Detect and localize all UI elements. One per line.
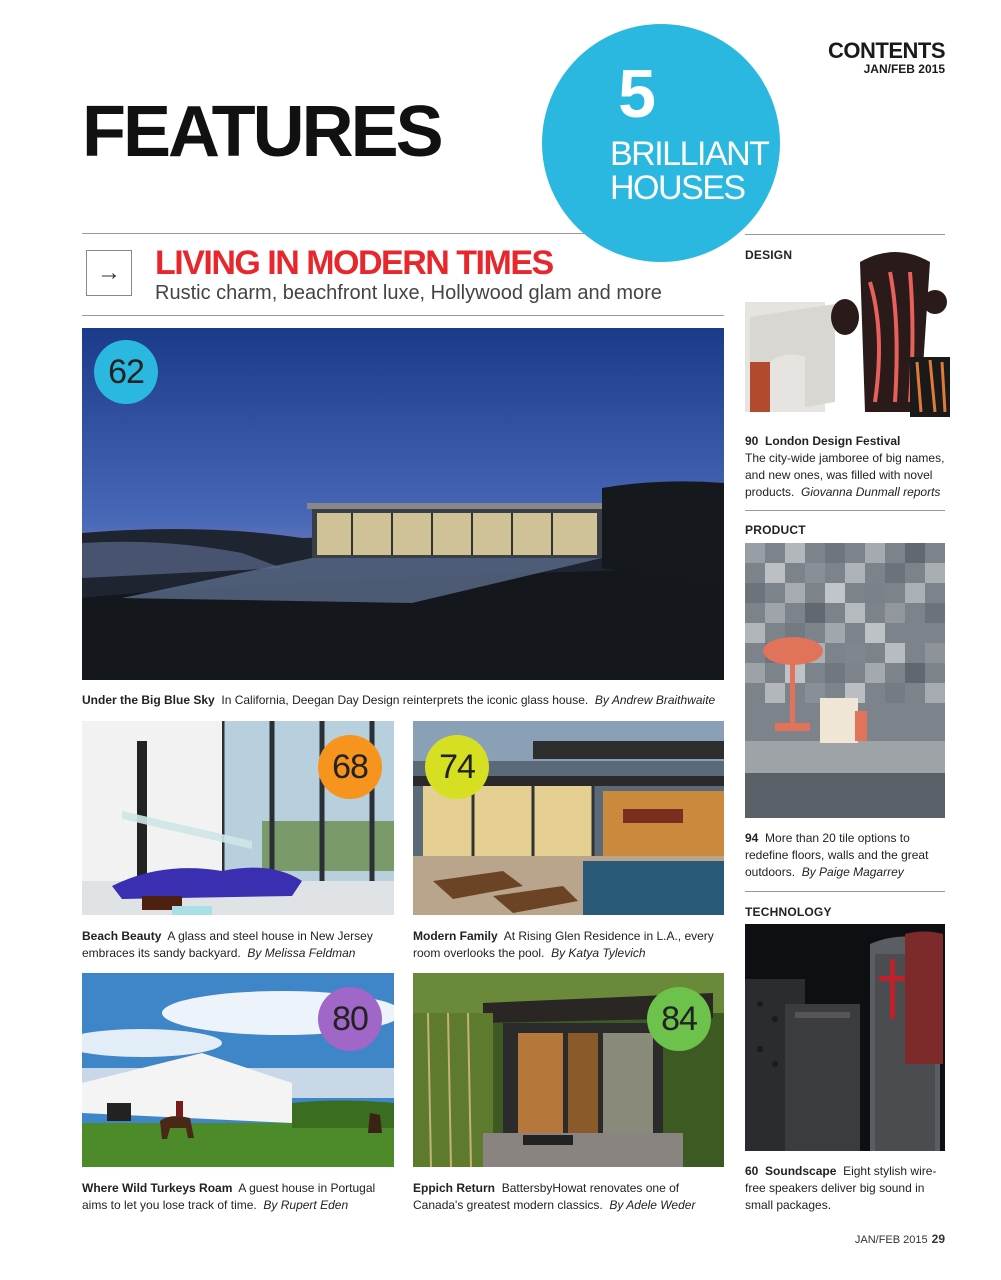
photo-glass-house[interactable] [82,328,724,680]
feature-byline: By Melissa Feldman [247,946,356,960]
page-footer [855,1232,945,1246]
divider [82,315,724,316]
sidebar-caption [745,830,950,881]
page-badge: 68 [318,735,382,799]
lead-title[interactable]: LIVING IN MODERN TIMES [155,244,553,282]
footer-issue: JAN/FEB 2015 [854,1234,928,1246]
sidebar-text: The city-wide jamboree of big names, and new ones, was filled with novel products. [745,451,945,499]
issue-date: JAN/FEB 2015 [863,62,945,76]
sidebar-page: 90 [745,434,759,448]
lead-subtitle: Rustic charm, beachfront luxe, Hollywood glam and more [155,282,662,304]
sidebar-page: 60 [745,1164,759,1178]
sidebar-page: 94 [745,831,759,845]
feature-title[interactable]: Modern Family [413,929,498,943]
feature-text: In California, Deegan Day Design reinterprets the iconic glass house. [221,693,589,707]
feature-caption [82,928,382,962]
divider [745,510,945,511]
promo-number: 5 [618,56,656,132]
photo-beach-house[interactable] [82,721,394,915]
sidebar-label-technology: TECHNOLOGY [745,905,832,919]
feature-caption [413,928,718,962]
feature-text: BattersbyHowat renovates one of Canada's greatest modern classics. [413,1181,680,1212]
sidebar-title[interactable]: London Design Festival [765,434,901,448]
sidebar-byline: By Paige Magarrey [801,865,904,879]
photo-tiles-image [745,543,945,818]
sidebar-text: More than 20 tile options to redefine floors, walls and the great outdoors. [745,831,929,879]
feature-byline: By Rupert Eden [263,1198,349,1212]
photo-design-products[interactable] [745,242,957,422]
arrow-right-icon[interactable]: → [86,250,132,296]
sidebar-text: Eight stylish wire-free speakers deliver big sound in small packages. [745,1164,937,1212]
sidebar-label-product: PRODUCT [745,523,806,537]
feature-byline: By Andrew Braithwaite [594,693,716,707]
photo-glass-house-image [82,328,724,680]
feature-title[interactable]: Under the Big Blue Sky [82,693,215,707]
sidebar-label-design: DESIGN [745,248,793,262]
sidebar-caption [745,1163,950,1214]
feature-text: At Rising Glen Residence in L.A., every room overlooks the pool. [413,929,714,960]
promo-line-2: HOUSES [610,169,745,207]
promo-line-1: BRILLIANT [610,135,769,173]
feature-text: A glass and steel house in New Jersey embraces its sandy backyard. [82,929,373,960]
sidebar-caption [745,433,950,501]
page-title: FEATURES [82,92,441,172]
page-badge: 80 [318,987,382,1051]
feature-byline: By Adele Weder [609,1198,696,1212]
feature-caption [82,692,742,709]
photo-speakers-image [745,924,945,1151]
feature-caption [413,1180,718,1214]
contents-label: CONTENTS [828,38,945,63]
photo-pool-house[interactable] [413,721,724,915]
feature-text: A guest house in Portugal aims to let you lose track of time. [82,1181,376,1212]
photo-design-products-image [745,242,957,422]
feature-caption [82,1180,382,1214]
feature-title[interactable]: Where Wild Turkeys Roam [82,1181,233,1195]
photo-tiles[interactable] [745,543,945,818]
page-badge: 74 [425,735,489,799]
promo-circle[interactable] [542,24,780,262]
page-badge: 62 [94,340,158,404]
feature-byline: By Katya Tylevich [551,946,646,960]
page-number: 29 [931,1232,945,1246]
feature-title[interactable]: Beach Beauty [82,929,162,943]
sidebar-byline: Giovanna Dunmall reports [801,485,941,499]
sidebar-title[interactable]: Soundscape [765,1164,837,1178]
photo-portugal-house[interactable] [82,973,394,1167]
photo-eppich-house[interactable] [413,973,724,1167]
page-badge: 84 [647,987,711,1051]
feature-title[interactable]: Eppich Return [413,1181,496,1195]
divider [745,234,945,235]
divider [745,891,945,892]
photo-speakers[interactable] [745,924,945,1151]
